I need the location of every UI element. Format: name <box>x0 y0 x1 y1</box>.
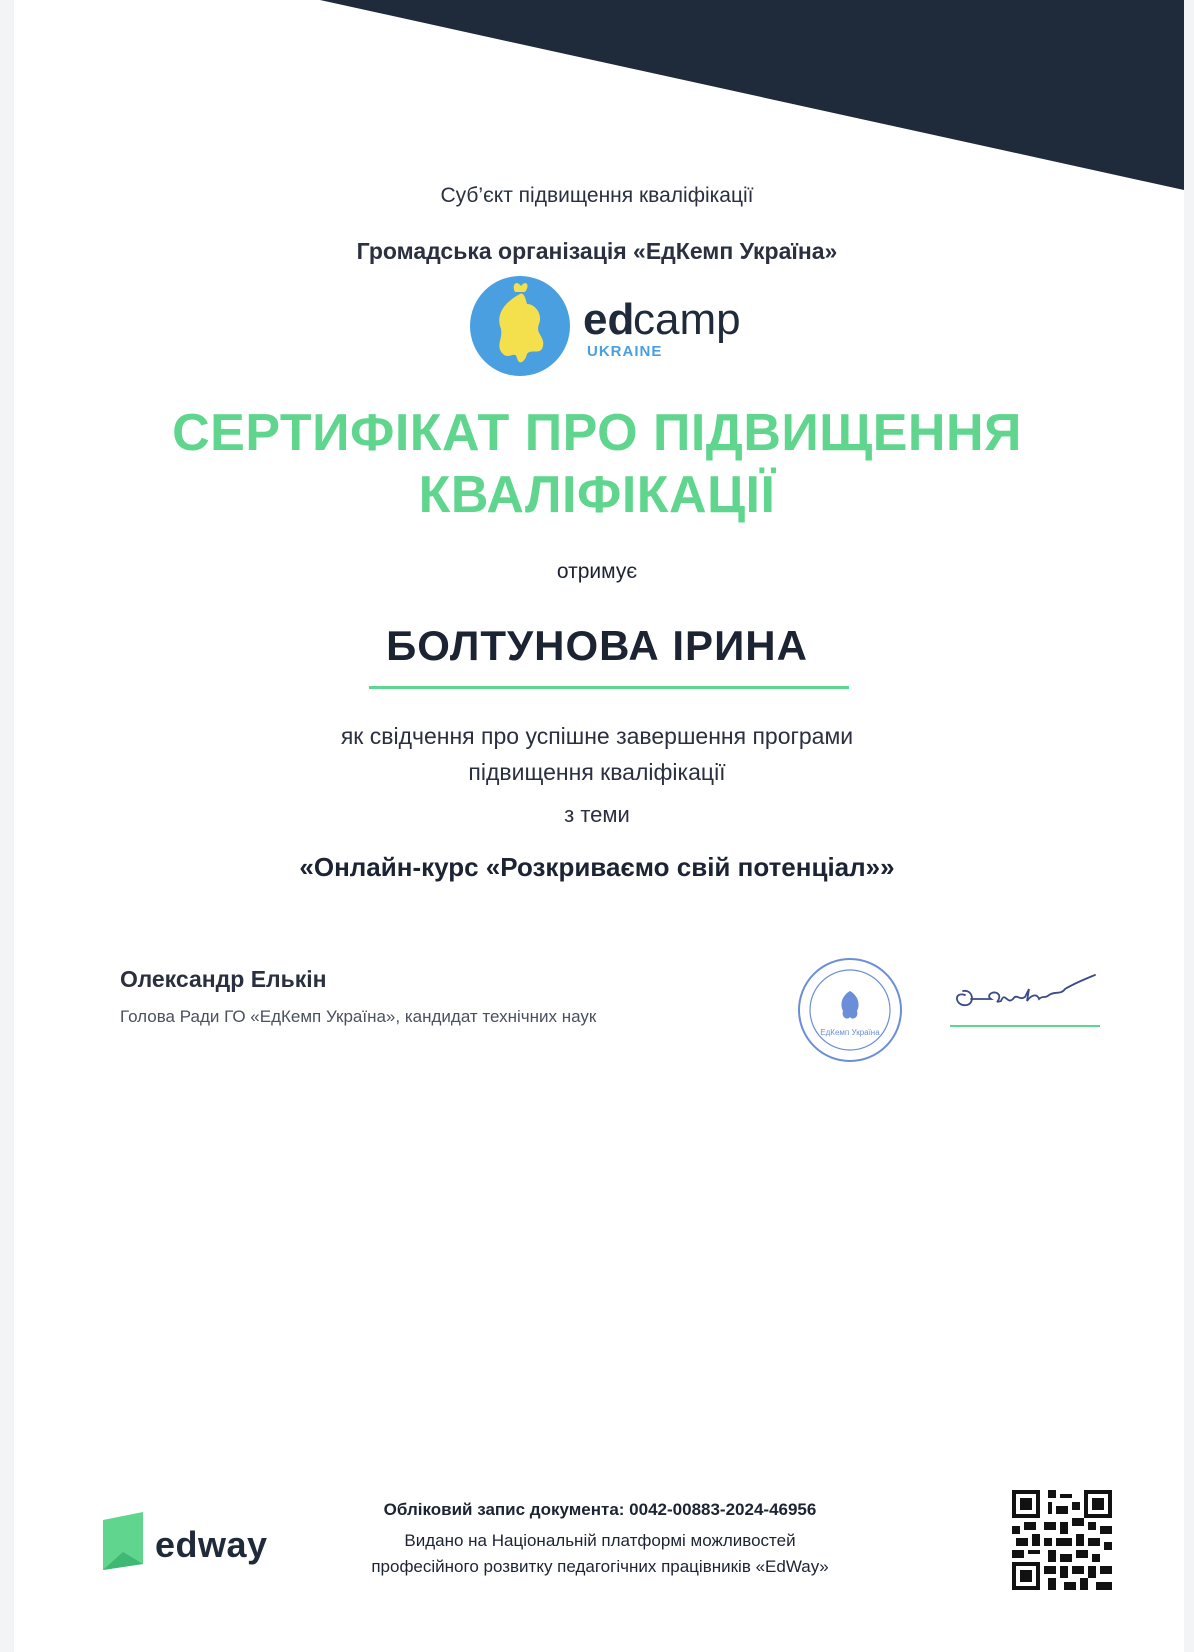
issued-note-line1: Видано на Національній платформі можливостей <box>404 1531 796 1550</box>
recipient-underline <box>369 686 849 689</box>
subject-label: Суб’єкт підвищення кваліфікації <box>440 184 754 207</box>
edway-logo-text: edway <box>155 1524 268 1565</box>
issued-note <box>280 1528 920 1580</box>
logo-text-camp: camp <box>633 295 741 344</box>
signer-title: Голова Ради ГО «ЕдКемп Україна», кандидат технічних наук <box>120 1007 597 1026</box>
document-record: Обліковий запис документа: 0042-00883-2024-46956 <box>383 1500 817 1519</box>
theme-label: з теми <box>564 802 630 827</box>
completion-description-line1: як свідчення про успішне завершення програми <box>340 723 854 749</box>
course-title: «Онлайн-курс «Розкриваємо свій потенціал»» <box>299 852 895 882</box>
organization-seal-icon <box>795 955 905 1065</box>
corner-decoration <box>0 0 1194 200</box>
qr-code-icon[interactable] <box>1012 1490 1112 1590</box>
organization-name: Громадська організація «ЕдКемп Україна» <box>356 238 838 264</box>
certificate-title <box>0 402 1194 526</box>
stamp-text: ЕдКемп Україна <box>820 1028 880 1037</box>
recipient-name: БОЛТУНОВА ІРИНА <box>386 622 808 669</box>
logo-text-country: UKRAINE <box>587 343 663 360</box>
edcamp-logo <box>465 274 755 384</box>
signature-line <box>950 1025 1100 1027</box>
logo-text-ed: ed <box>583 295 635 344</box>
completion-description-line2: підвищення кваліфікації <box>468 759 726 785</box>
edcamp-flame-icon <box>465 274 755 384</box>
certificate-title-line2: КВАЛІФІКАЦІЇ <box>418 466 776 524</box>
certificate-title-line1: СЕРТИФІКАТ ПРО ПІДВИЩЕННЯ <box>172 404 1022 462</box>
handwritten-signature-icon <box>945 955 1105 1025</box>
issued-note-line2: професійного розвитку педагогічних працівників «EdWay» <box>371 1557 829 1576</box>
completion-description <box>0 718 1194 790</box>
receives-label: отримує <box>556 560 638 583</box>
signer-name: Олександр Елькін <box>120 966 327 992</box>
